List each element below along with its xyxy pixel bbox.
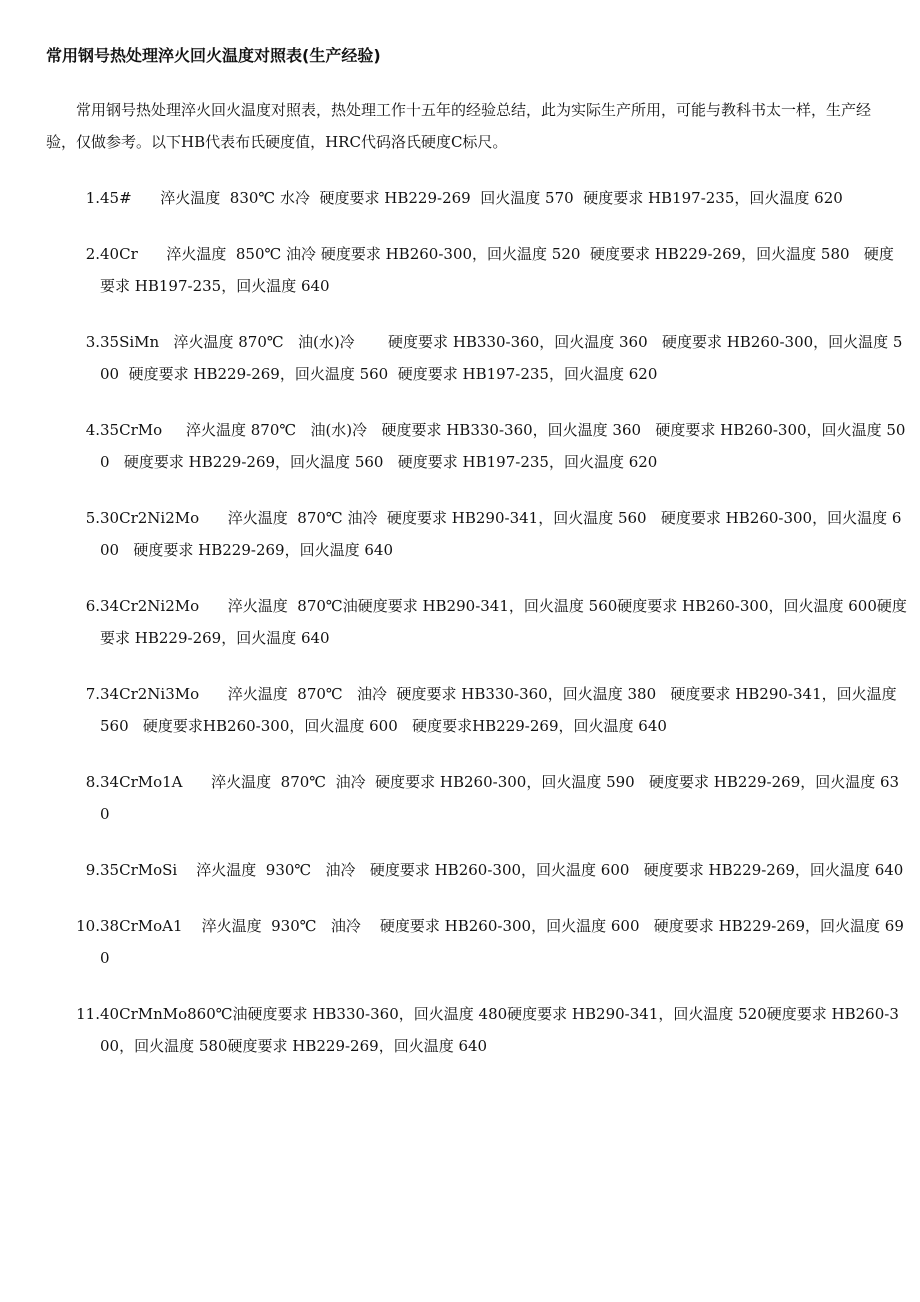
list-item — [46, 502, 908, 566]
list-item-number: 4. — [85, 421, 100, 439]
list-item-number: 6. — [85, 597, 100, 615]
list-item-text: 30Cr2Ni2Mo 淬火温度 870℃ 油冷 硬度要求 HB290-341，回火温度 560 硬度要求 HB260-300，回火温度 600 硬度要求 HB229-269，回火温度 640 — [100, 509, 902, 559]
list-item — [46, 910, 908, 974]
intro-paragraph: 常用钢号热处理淬火回火温度对照表，热处理工作十五年的经验总结，此为实际生产所用，可能与教科书太一样，生产经验，仅做参考。以下HB代表布氏硬度值，HRC代码洛氏硬度C标尺。 — [46, 101, 872, 151]
list-item — [46, 238, 908, 302]
steel-grade-list — [46, 182, 908, 1086]
list-item-text: 38CrMoA1 淬火温度 930℃ 油冷 硬度要求 HB260-300，回火温度 600 硬度要求 HB229-269，回火温度 690 — [100, 917, 904, 967]
list-item-text: 40CrMnMo860℃油硬度要求 HB330-360，回火温度 480硬度要求 HB290-341，回火温度 520硬度要求 HB260-300，回火温度 580硬度要求 HB229-269，回火温度 640 — [100, 1005, 899, 1055]
list-item-number: 3. — [85, 333, 100, 351]
list-item — [46, 326, 908, 390]
list-item-number: 1. — [85, 189, 100, 207]
list-item-text: 35CrMoSi 淬火温度 930℃ 油冷 硬度要求 HB260-300，回火温度 600 硬度要求 HB229-269，回火温度 640 — [100, 861, 904, 879]
list-item-text: 34Cr2Ni2Mo 淬火温度 870℃油硬度要求 HB290-341，回火温度 560硬度要求 HB260-300，回火温度 600硬度要求 HB229-269，回火温度 640 — [100, 597, 907, 647]
list-item-text: 35CrMo 淬火温度 870℃ 油(水)冷 硬度要求 HB330-360，回火温度 360 硬度要求 HB260-300，回火温度 500 硬度要求 HB229-269，回火温度 560 硬度要求 HB197-235，回火温度 620 — [100, 421, 906, 471]
list-item-text: 40Cr 淬火温度 850℃ 油冷 硬度要求 HB260-300，回火温度 520 硬度要求 HB229-269，回火温度 580 硬度要求 HB197-235，回火温度 640 — [100, 245, 894, 295]
list-item-number: 5. — [85, 509, 100, 527]
list-item-number: 10. — [76, 917, 100, 935]
list-item — [46, 182, 908, 214]
list-item — [46, 678, 908, 742]
list-item-number: 8. — [85, 773, 100, 791]
list-item-number: 2. — [85, 245, 100, 263]
list-item — [46, 854, 908, 886]
list-item-text: 34Cr2Ni3Mo 淬火温度 870℃ 油冷 硬度要求 HB330-360，回火温度 380 硬度要求 HB290-341，回火温度 560 硬度要求HB260-300，回火温度 600 硬度要求HB229-269，回火温度 640 — [100, 685, 902, 735]
list-item — [46, 998, 908, 1062]
list-item-number: 7. — [85, 685, 100, 703]
document-title: 常用钢号热处理淬火回火温度对照表(生产经验) — [46, 46, 381, 65]
list-item — [46, 414, 908, 478]
list-item-text: 45# 淬火温度 830℃ 水冷 硬度要求 HB229-269 回火温度 570 硬度要求 HB197-235，回火温度 620 — [100, 189, 843, 207]
list-item-number: 11. — [76, 1005, 100, 1023]
list-item-text: 34CrMo1A 淬火温度 870℃ 油冷 硬度要求 HB260-300，回火温度 590 硬度要求 HB229-269，回火温度 630 — [100, 773, 900, 823]
list-item-text: 35SiMn 淬火温度 870℃ 油(水)冷 硬度要求 HB330-360，回火温度 360 硬度要求 HB260-300，回火温度 500 硬度要求 HB229-269，回火温度 560 硬度要求 HB197-235，回火温度 620 — [100, 333, 903, 383]
list-item — [46, 590, 908, 654]
list-item-number: 9. — [85, 861, 100, 879]
list-item — [46, 766, 908, 830]
